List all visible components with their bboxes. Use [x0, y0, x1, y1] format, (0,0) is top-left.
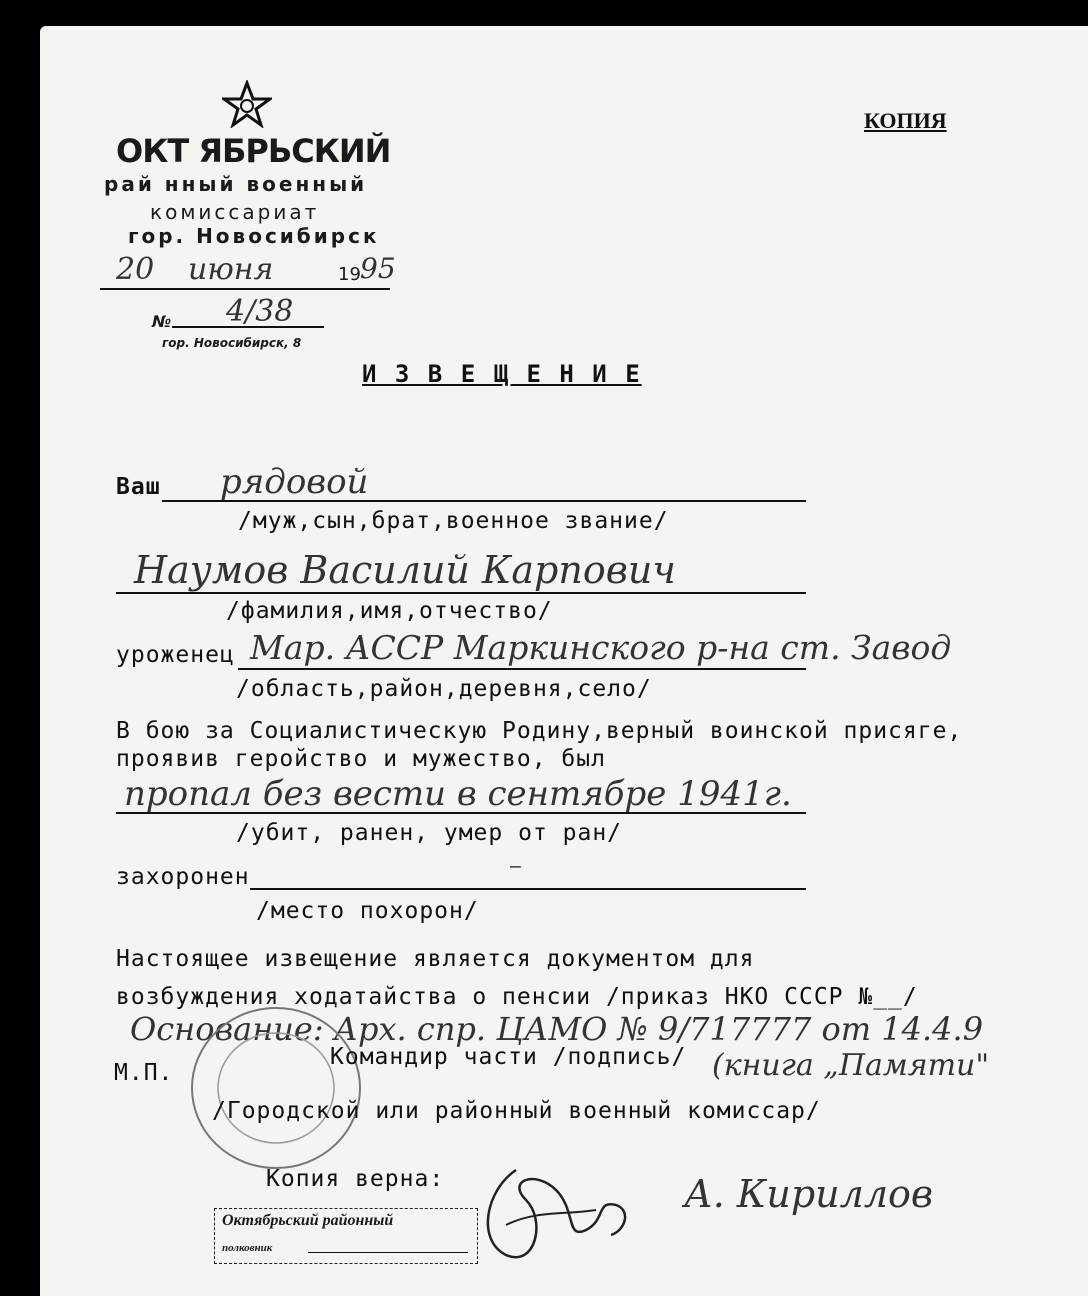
rank-hint: /муж,сын,брат,военное звание/ [238, 508, 669, 534]
fate-underline [116, 812, 806, 814]
copy-true-label: Копия верна: [266, 1166, 445, 1192]
small-stamp-line1: Октябрьский районный [222, 1212, 394, 1229]
small-stamp-line2: полковник [222, 1242, 273, 1254]
stamp-org-line3: комиссариат [150, 200, 320, 224]
small-stamp-underline [308, 1252, 468, 1253]
origin-hint: /область,район,деревня,село/ [236, 676, 652, 702]
fio-value: Наумов Василий Карпович [134, 548, 676, 592]
vash-label: Ваш [116, 474, 161, 500]
fate-value: пропал без вести в сентябре 1941г. [124, 774, 792, 814]
signature-scribble [476, 1150, 646, 1270]
origin-value: Мар. АССР Маркинского р-на ст. Завод [250, 628, 952, 667]
stamp-org-line2: рай нный военный [104, 172, 368, 196]
origin-underline [238, 668, 806, 670]
stamp-city-small: гор. Новосибирск, 8 [162, 336, 302, 350]
star-icon [222, 80, 272, 128]
book-note: (книга „Памяти" [712, 1048, 990, 1083]
signature-name: А. Кириллов [684, 1172, 934, 1216]
buried-value: — [510, 856, 521, 877]
buried-underline [250, 888, 806, 890]
copy-mark: КОПИЯ [864, 108, 947, 133]
battle-line-1: В бою за Социалистическую Родину,верный воинской присяге, [116, 718, 963, 744]
mp-label: М.П. [114, 1060, 174, 1086]
rank-underline [162, 500, 806, 502]
fio-hint: /фамилия,имя,отчество/ [226, 598, 553, 624]
fio-underline [116, 592, 806, 594]
stamp-org-name: ОКТ ЯБРЬСКИЙ [116, 132, 391, 170]
document-line-2: возбуждения ходатайства о пенсии /приказ НКО СССР №__/ [116, 984, 918, 1010]
stamp-date-day: 20 [116, 252, 155, 287]
origin-label: уроженец [116, 642, 235, 668]
stamp-org-line4: гор. Новосибирск [128, 224, 380, 248]
official-seal [186, 1002, 366, 1174]
commander-label: Командир части /подпись/ [330, 1044, 687, 1070]
fate-hint: /убит, ранен, умер от ран/ [236, 820, 623, 846]
buried-label: захоронен [116, 864, 250, 890]
stamp-number-value: 4/38 [226, 294, 294, 329]
stamp-number-label: № [152, 312, 172, 331]
page-title: И З В Е Щ Е Н И Е [362, 360, 642, 388]
basis-value: Основание: Арх. спр. ЦАМО № 9/717777 от 14.4.9 [130, 1010, 984, 1048]
rank-value: рядовой [220, 462, 369, 502]
stamp-date-year-prefix: 19 [338, 264, 361, 285]
date-underline [100, 288, 390, 290]
document-line-1: Настоящее извещение является документом для [116, 946, 755, 972]
stamp-date-month: июня [188, 252, 274, 287]
stamp-date-year-suffix: 95 [360, 252, 396, 285]
number-underline [172, 326, 324, 328]
buried-hint: /место похорон/ [256, 898, 479, 924]
battle-line-2: проявив геройство и мужество, был [116, 746, 606, 772]
commissar-label: /Городской или районный военный комиссар/ [212, 1098, 821, 1124]
